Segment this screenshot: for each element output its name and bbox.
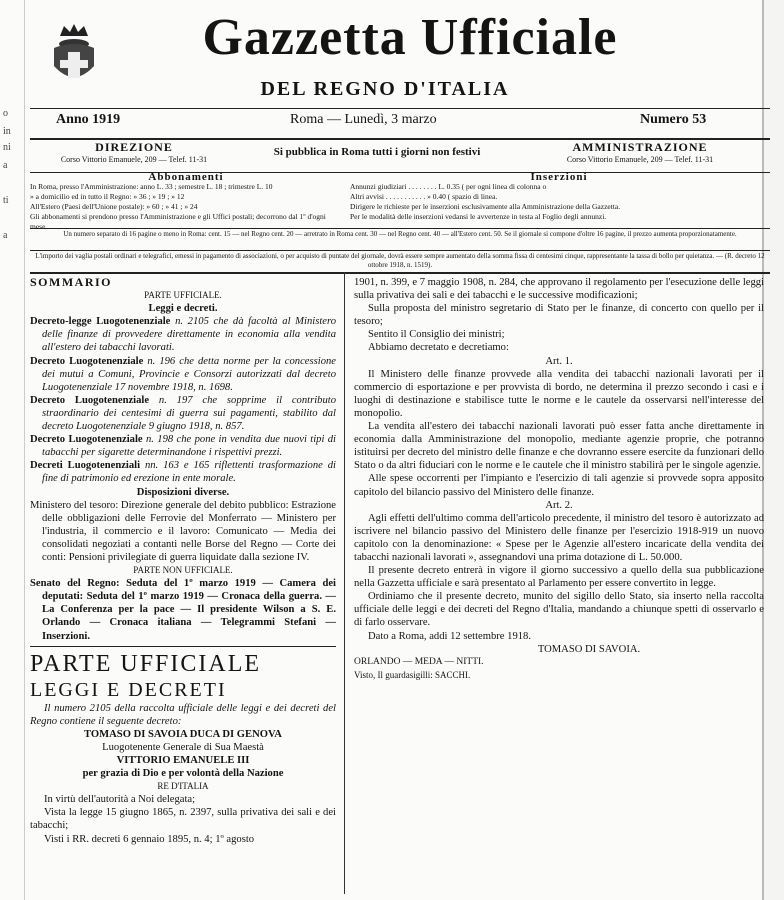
decree-paragraph: Sulla proposta del ministro segretario di Stato per le finanze, di concerto con quello per il tesoro; [354, 303, 764, 328]
amministrazione-address: Corso Vittorio Emanuele, 209 — Telef. 11-31 [566, 155, 714, 164]
sommario-heading: SOMMARIO [30, 275, 112, 289]
date-label: Roma — Lunedì, 3 marzo [290, 112, 437, 127]
issue-number: Numero 53 [640, 112, 707, 127]
summary-item: Decreto Luogotenenziale n. 196 che detta norme per la concessione dei mutui a Comuni, Provincie e Consorzi autorizzati dal decreto Luogotenenziale 17 novembre 1918, n. 1698. [30, 355, 336, 393]
right-column [354, 276, 764, 682]
decree-paragraph: Vista la legge 15 giugno 1865, n. 2397, sulla privativa dei sali e dei tabacchi; [30, 807, 336, 832]
header-rule [30, 108, 770, 109]
newspaper-subtitle: DEL REGNO D'ITALIA [260, 78, 510, 100]
article-heading: Art. 2. [545, 499, 573, 511]
direzione-address: Corso Vittorio Emanuele, 209 — Telef. 11-31 [60, 155, 208, 164]
decree-signature: TOMASO DI SAVOIA. [537, 643, 641, 655]
summary-item: Decreto Luogotenenziale n. 197 che sopprime il contributo straordinario dei centesimi di guerra sui pagamenti, stabilito dal decreto Luogotenenziale 9 giugno 1918, n. 857. [30, 394, 336, 433]
senato-summary: Senato del Regno: Seduta del 1º marzo 1919 — Camera dei deputati: Seduta del 1º marzo 1919 — Cronaca della guerra. — La Conferenza per la pace — Il presidente Wilson a S. E. Orlando — Cronaca italiana — Telegrammi Stefani — Inserzioni. [30, 578, 336, 642]
abbonamenti-line: All'Estero (Paesi dell'Unione postale): » 60 ; » 41 ; » 24 [30, 202, 198, 211]
direzione-box [34, 140, 234, 172]
newspaper-title: Gazzetta Ufficiale [202, 9, 618, 66]
king-formula: per grazia di Dio e per volontà della Nazione [82, 768, 284, 780]
price-notice: Un numero separato di 16 pagine o meno in Roma: cent. 15 — nel Regno cent. 20 — arretrato in Roma cent. 30 — nel Regno cent. 40 — all'Estero cent. 50. Se il giornale si compone d'oltre 16 pagine, il prezzo aumenta proporzionatamente. [63, 230, 737, 238]
regent-title: Luogotenente Generale di Sua Maestà [102, 741, 264, 753]
article-heading: Art. 1. [545, 355, 573, 367]
abbonamenti-line: » a domicilio ed in tutto il Regno: » 36 ; » 19 ; » 12 [30, 192, 185, 201]
abbonamenti-block [30, 172, 342, 232]
inserzioni-line: Annunzi giudiziari . . . . . . . . L. 0.35 ( per ogni linea di colonna o [350, 182, 547, 191]
ministero-summary: Ministero del tesoro: Direzione generale del debito pubblico: Estrazione delle obbligazioni delle Ferrovie del Monferrato — Ministero per l'industria, il commercio e il lavoro: Comunicato — Media dei consolidati negoziati a contanti nelle Borse del Regno — Corte dei conti: Pensioni privilegiate di guerra liquidate dalla sezione IV. [30, 499, 336, 563]
leggi-heading: Leggi e decreti. [148, 303, 218, 315]
summary-item: Decreto Luogotenenziale n. 198 che pone in vendita due nuovi tipi di tabacchi per sigarette determinandone i rispettivi prezzi. [30, 434, 336, 459]
inserzioni-title: Inserzioni [530, 171, 588, 183]
minister-signatures: ORLANDO — MEDA — NITTI. [354, 656, 484, 667]
abbonamenti-line: Gli abbonamenti si prendono presso l'Amministrazione e gli Uffici postali; decorrono dal 1º d'ogni mese. [30, 212, 326, 231]
inserzioni-line: Altri avvisi . . . . . . . . . . . » 0.40 ( spazio di linea. [350, 192, 498, 201]
parte-ufficiale-title: PARTE UFFICIALE [30, 650, 262, 677]
disposizioni-heading: Disposizioni diverse. [136, 486, 230, 498]
decree-paragraph: Il Ministero delle finanze provvede alla vendita dei tabacchi nazionali lavorati per il commercio di esportazione e per provvista di bordo, ne determina il prezzo secondo i casi e i luoghi di destinazione e stabilisce tutte le norme e le cautele da osservarsi nell'interesse del monopolio. [354, 368, 764, 419]
king-name: VITTORIO EMANUELE III [116, 755, 250, 766]
publication-notice: Si pubblica in Roma tutti i giorni non festivi [273, 146, 481, 158]
leggi-decreti-title: LEGGI E DECRETI [30, 678, 227, 701]
decree-paragraph: In virtù dell'autorità a Noi delegata; [44, 794, 196, 806]
royal-crest-icon [46, 22, 102, 90]
abbonamenti-line: In Roma, presso l'Amministrazione: anno L. 33 ; semestre L. 18 ; trimestre L. 10 [30, 182, 273, 191]
parte-ufficiale-label: PARTE UFFICIALE. [144, 290, 222, 301]
decree-paragraph: Abbiamo decretato e decretiamo: [368, 342, 509, 354]
decree-paragraph: Visti i RR. decreti 6 gennaio 1895, n. 4; 1º agosto [44, 833, 255, 845]
inserzioni-line: Dirigere le richieste per le inserzioni esclusivamente alla Amministrazione della Gazzetta. [350, 202, 621, 211]
inserzioni-line: Per le modalità delle inserzioni vedansi le avvertenze in testa al Foglio degli annunzi. [350, 212, 607, 221]
decree-intro: Il numero 2105 della raccolta ufficiale delle leggi e dei decreti del Regno contiene il seguente decreto: [30, 702, 336, 727]
left-column [30, 276, 336, 846]
decree-paragraph: Il presente decreto entrerà in vigore il giorno successivo a quello della sua pubblicazione nella Gazzetta ufficiale e sarà presentato al Parlamento per essere convertito in legge. [354, 565, 764, 590]
vaglia-notice: L'importo dei vaglia postali ordinari e telegrafici, emessi in pagamento di associazioni, o per acquisto di puntate del giornale, dovrà essere sempre aumentato della somma fissa di centesimi cinque, rappresentante la tassa di bollo per quietanza. — (R. decreto 12 ottobre 1918, n. 1519). [35, 252, 765, 269]
abbonamenti-title: Abbonamenti [148, 171, 224, 183]
decree-paragraph: La vendita all'estero dei tabacchi nazionali lavorati può esser fatta anche direttamente in economia dalla Amministrazione del monopolio, mediante agenzie proprie, che potranno istituirsi per decreto del ministro delle finanze e che dovranno essere esercite da funzionari dello Stato o da altri fiduciari con le norme e le cautele che il ministro stabilirà per le singole agenzie. [354, 421, 764, 472]
rule [30, 228, 770, 229]
summary-item: Decreto-legge Luogotenenziale n. 2105 che dà facoltà al Ministero delle finanze di provvedere direttamente in economia alla vendita all'estero dei tabacchi lavorati. [30, 316, 336, 354]
info-band [30, 138, 770, 173]
column-divider [344, 272, 345, 894]
decree-paragraph: Sentito il Consiglio dei ministri; [368, 329, 505, 341]
rule [30, 250, 770, 251]
summary-item: Decreti Luogotenenziali nn. 163 e 165 riflettenti trasformazione di fine di patrimonio ed erezione in ente morale. [30, 460, 336, 485]
regent-name: TOMASO DI SAVOIA DUCA DI GENOVA [84, 728, 282, 740]
decree-paragraph: Ordiniamo che il presente decreto, munito del sigillo dello Stato, sia inserto nella raccolta ufficiale delle leggi e dei decreti del Regno d'Italia, mandando a chiunque spetti di osservarlo e di farlo osservare. [354, 591, 764, 629]
king-title: RE D'ITALIA [157, 781, 209, 792]
inserzioni-block [350, 172, 768, 222]
decree-paragraph: 1901, n. 399, e 7 maggio 1908, n. 284, che approvano il regolamento per l'esecuzione delle leggi sulla privativa dei sali e dei tabacchi e le successive modificazioni; [354, 277, 764, 302]
non-ufficiale-label: PARTE NON UFFICIALE. [133, 565, 233, 576]
rule [30, 646, 336, 647]
year-label: Anno 1919 [56, 112, 121, 127]
rule [30, 272, 770, 274]
decree-paragraph: Agli effetti dell'ultimo comma dell'articolo precedente, il ministro del tesoro è autorizzato ad iscrivere nel bilancio passivo del Ministero delle finanze per l'esercizio 1918-919 un nuovo capitolo con la denominazione: « Spese per le Agenzie all'estero incaricate della vendita dei tabacchi nazionali lavorati », assegnandovi una prima dotazione di L. 50.000. [354, 512, 764, 563]
direzione-title: DIREZIONE [95, 140, 173, 154]
decree-date: Dato a Roma, addì 12 settembre 1918. [368, 630, 531, 642]
amministrazione-box [514, 140, 766, 172]
left-margin-fragment: o in ni a ti a [0, 0, 25, 900]
decree-paragraph: Alle spese occorrenti per l'impianto e l'esercizio di tali agenzie si provvede sopra apposito capitolo del bilancio passivo del Ministero delle finanze. [354, 473, 764, 498]
right-margin-fragment [762, 0, 784, 900]
amministrazione-title: AMMINISTRAZIONE [572, 140, 708, 154]
visto-line: Visto, Il guardasigilli: SACCHI. [354, 669, 471, 680]
